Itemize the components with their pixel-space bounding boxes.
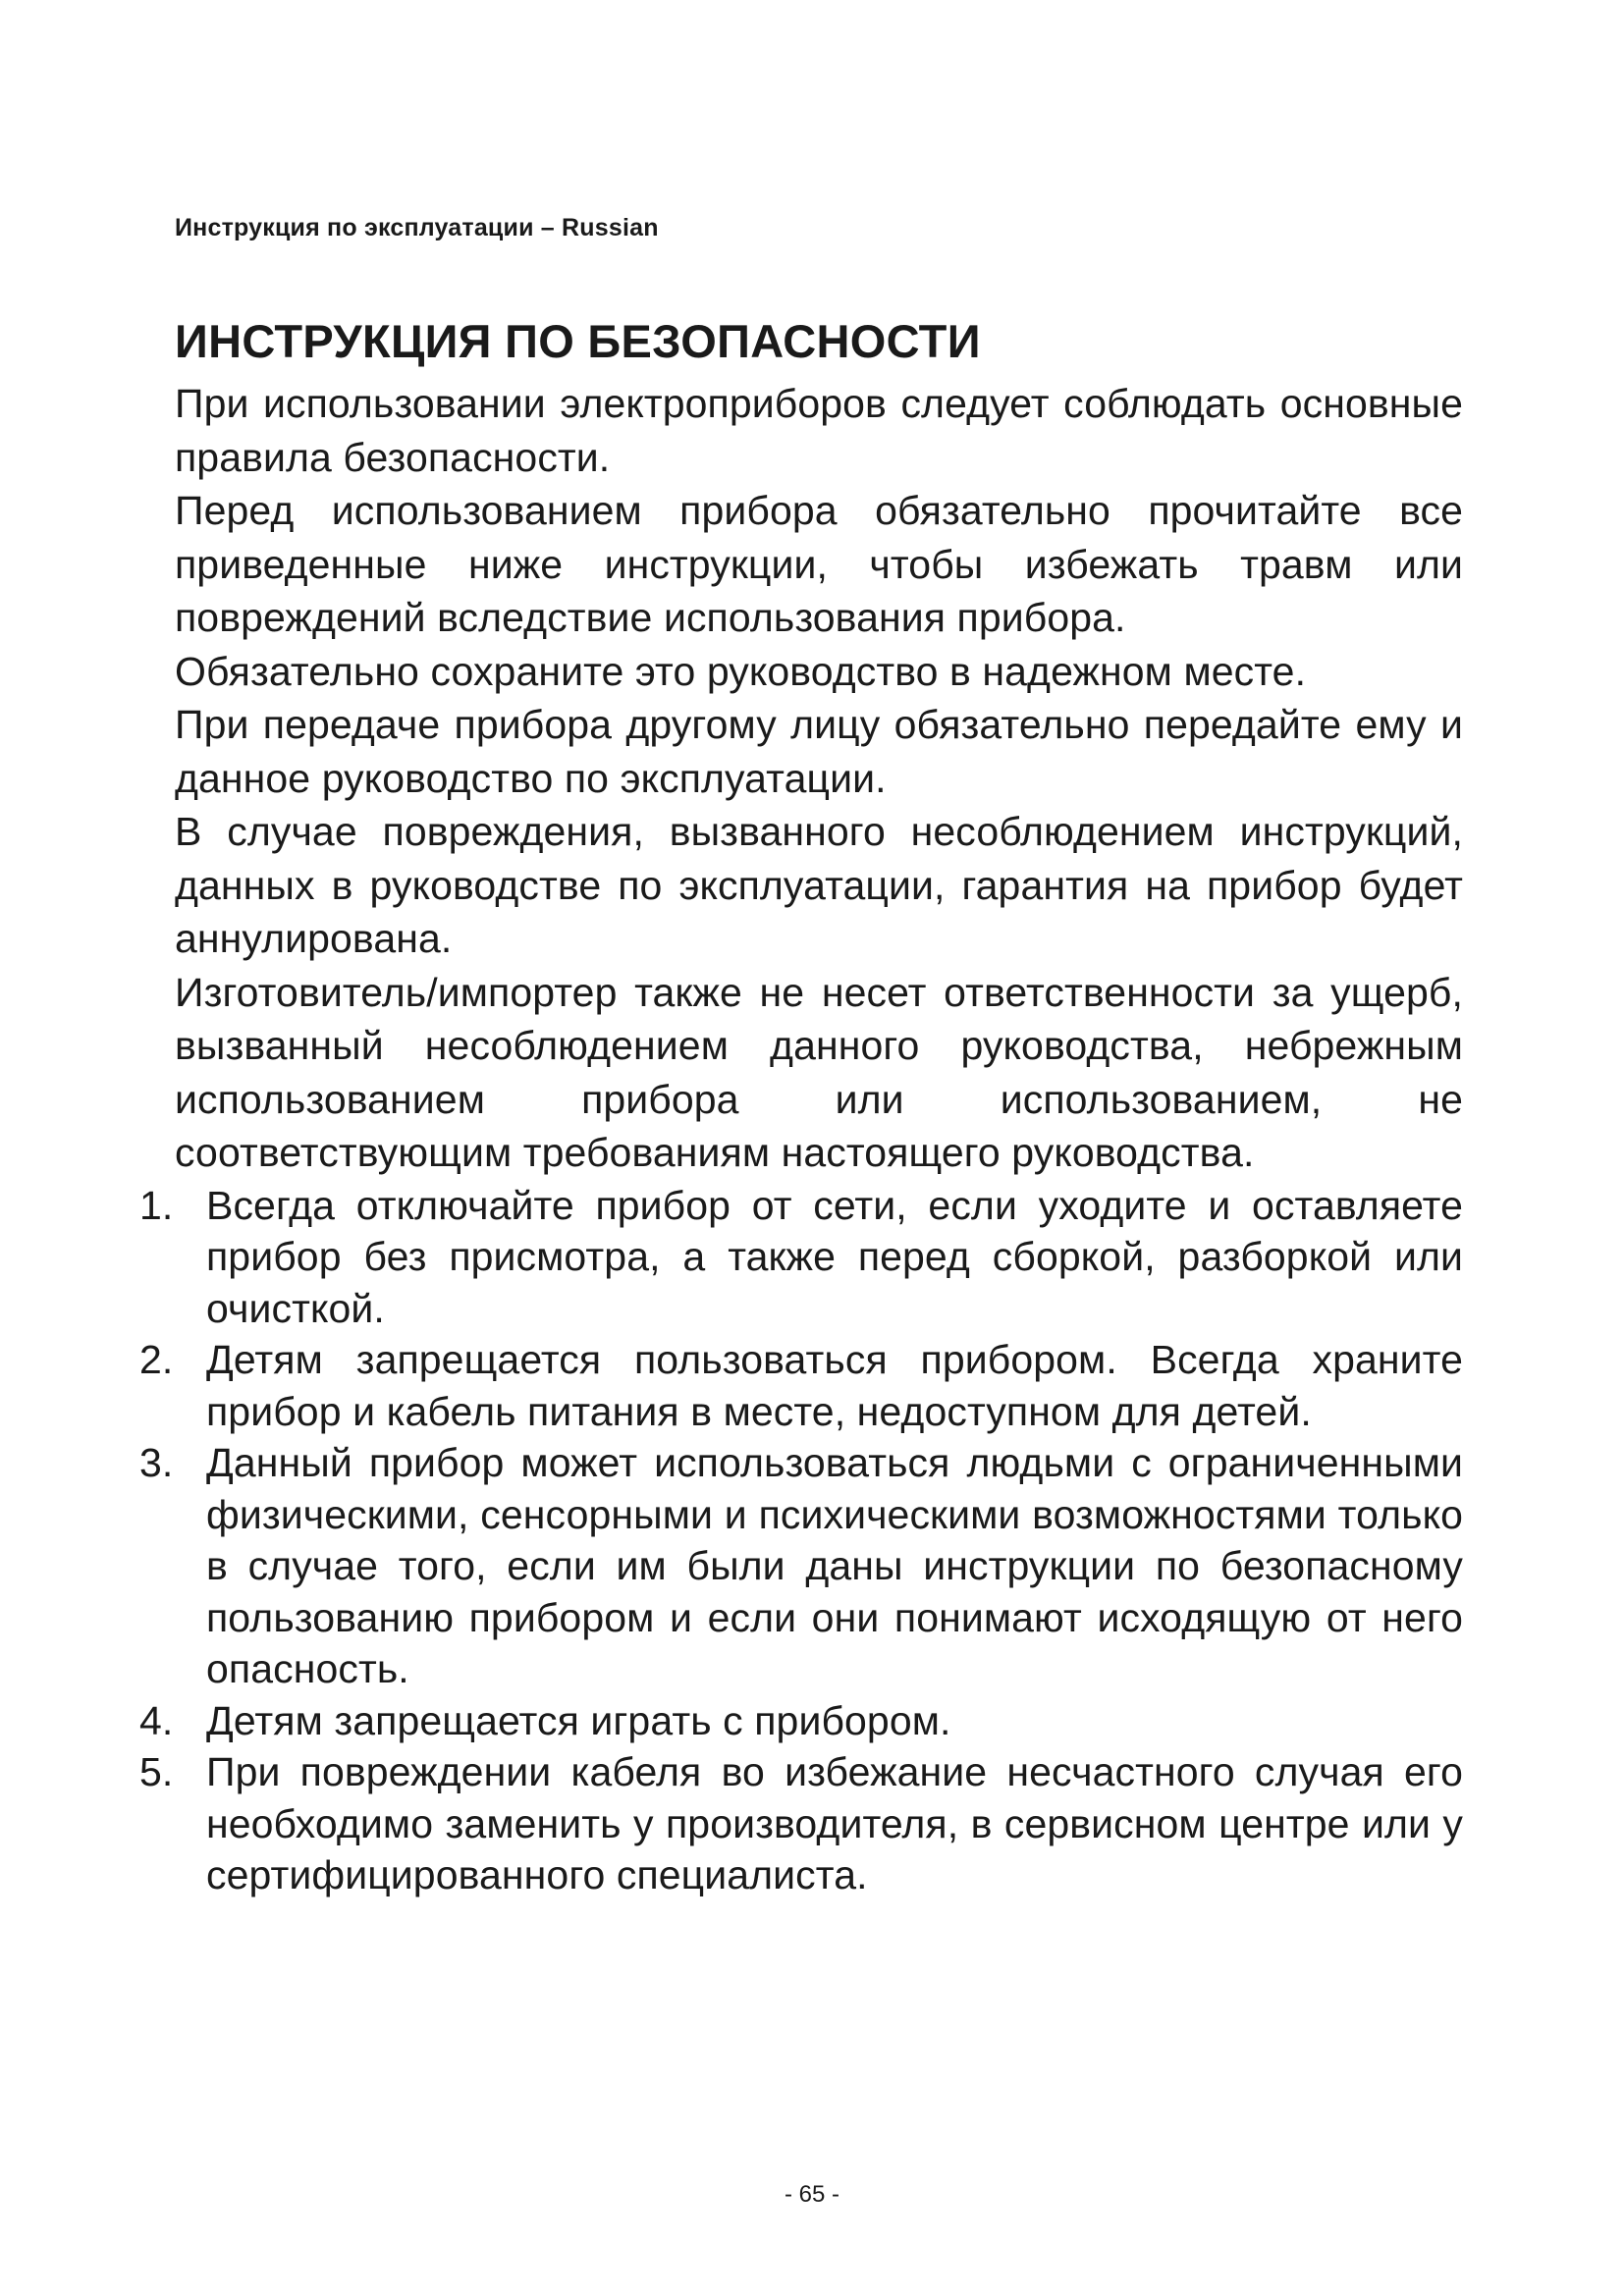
list-item-text: Детям запрещается пользоваться прибором. Всегда храните прибор и кабель питания в месте, недоступном для детей. <box>206 1337 1463 1434</box>
list-item-text: Данный прибор может использоваться людьми с ограниченными физическими, сенсорными и психическими возможностями только в случае того, если им были даны инструкции по безопасному пользованию прибором и если они понимают исходящую от него опасность. <box>206 1440 1463 1691</box>
list-item-text: Всегда отключайте прибор от сети, если уходите и оставляете прибор без присмотра, а также перед сборкой, разборкой или очисткой. <box>206 1182 1463 1331</box>
safety-list <box>139 1180 1463 1901</box>
list-item <box>139 1180 1463 1335</box>
page-number: - 65 - <box>784 2181 839 2208</box>
list-item <box>139 1746 1463 1901</box>
list-item-number: 5. <box>139 1749 174 1794</box>
paragraph-liability: Изготовитель/импортер также не несет ответственности за ущерб, вызванный несоблюдением данного руководства, небрежным использованием прибора или использованием, не соответствующим требованиям настоящего руководства. <box>175 969 1463 1175</box>
list-item-number: 2. <box>139 1337 174 1382</box>
paragraph-read-instructions: Перед использованием прибора обязательно прочитайте все приведенные ниже инструкции, чтобы избежать травм или повреждений вследствие использования прибора. <box>175 488 1463 640</box>
paragraph-warranty: В случае повреждения, вызванного несоблюдением инструкций, данных в руководстве по эксплуатации, гарантия на прибор будет аннулирована. <box>175 809 1463 961</box>
paragraph-intro: При использовании электроприборов следует соблюдать основные правила безопасности. <box>175 381 1463 480</box>
paragraph-pass-manual: При передаче прибора другому лицу обязательно передайте ему и данное руководство по эксплуатации. <box>175 702 1463 801</box>
list-item <box>139 1334 1463 1437</box>
list-item-number: 3. <box>139 1440 174 1485</box>
list-item-number: 4. <box>139 1697 174 1743</box>
paragraph-keep-manual: Обязательно сохраните это руководство в надежном месте. <box>175 648 1307 694</box>
section-title: ИНСТРУКЦИЯ ПО БЕЗОПАСНОСТИ <box>175 315 981 367</box>
running-header: Инструкция по эксплуатации – Russian <box>175 214 659 241</box>
list-item-text: При повреждении кабеля во избежание несчастного случая его необходимо заменить у производителя, в сервисном центре или у сертифицированного специалиста. <box>206 1749 1463 1897</box>
list-item <box>139 1695 1463 1747</box>
list-item-number: 1. <box>139 1182 174 1228</box>
list-item <box>139 1437 1463 1695</box>
safety-section <box>139 312 1463 1901</box>
list-item-text: Детям запрещается играть с прибором. <box>206 1697 951 1743</box>
